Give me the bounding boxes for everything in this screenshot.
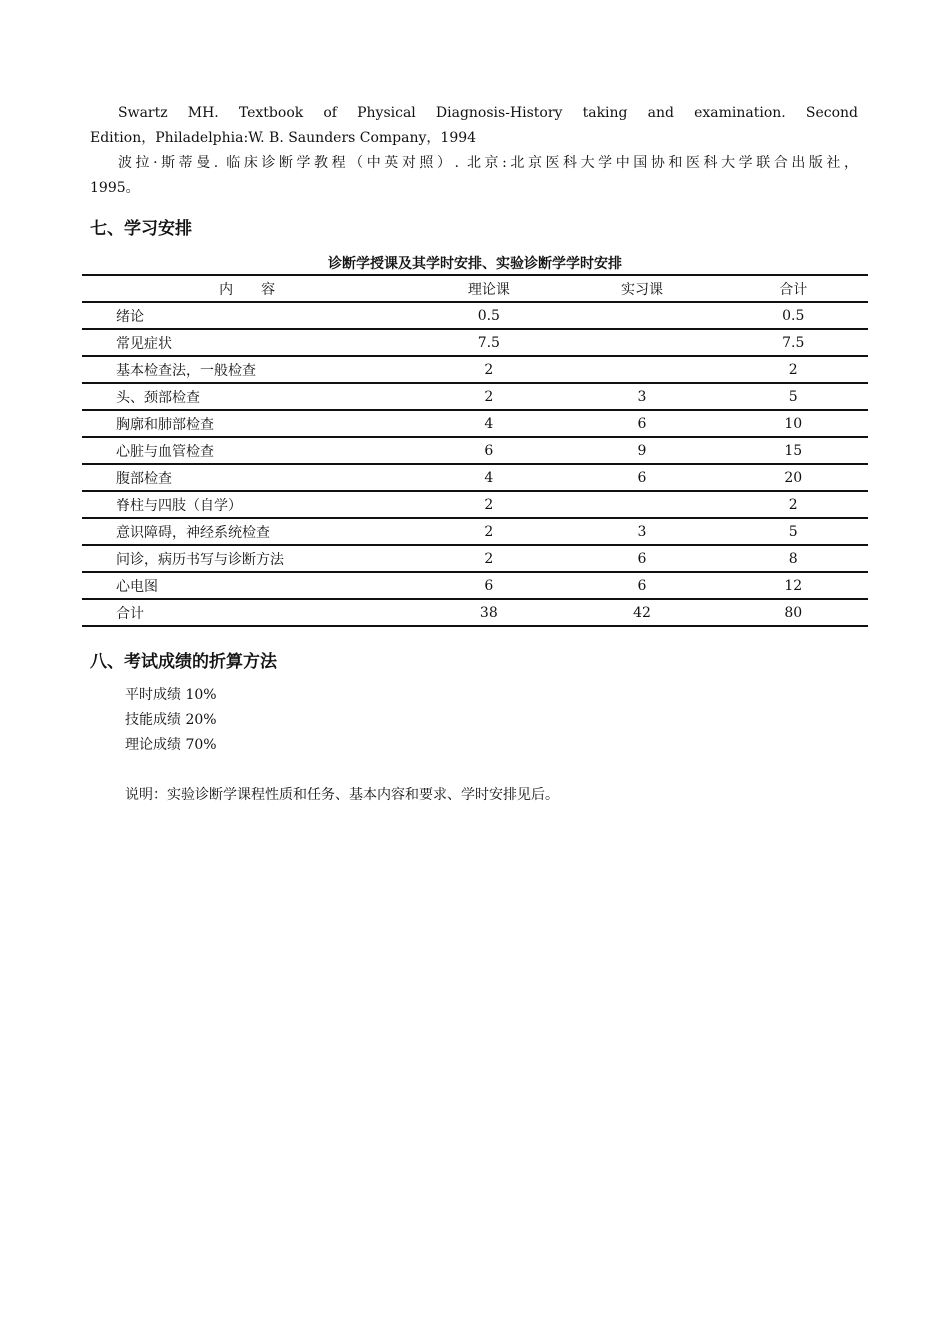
cell-content: 合计	[82, 599, 412, 626]
cell-total: 10	[719, 410, 868, 437]
cell-theory: 2	[412, 545, 565, 572]
grade-item-regular: 平时成绩 10%	[125, 687, 217, 703]
table-row	[82, 410, 868, 437]
table-row	[82, 491, 868, 518]
cell-total: 80	[719, 599, 868, 626]
table-row	[82, 356, 868, 383]
header-practice: 实习课	[565, 275, 718, 302]
reference-english	[90, 101, 858, 151]
cell-practice: 6	[565, 464, 718, 491]
cell-practice	[565, 491, 718, 518]
cell-theory: 4	[412, 464, 565, 491]
cell-content: 基本检查法，一般检查	[82, 356, 412, 383]
table-title: 诊断学授课及其学时安排、实验诊断学学时安排	[328, 256, 622, 272]
cell-content: 常见症状	[82, 329, 412, 356]
reference-english-line2: Edition，Philadelphia:W. B. Saunders Company，1994	[90, 130, 477, 146]
header-total: 合计	[719, 275, 868, 302]
grade-item-theory: 理论成绩 70%	[125, 737, 217, 753]
cell-content: 心电图	[82, 572, 412, 599]
table-row	[82, 302, 868, 329]
table-row	[82, 599, 868, 626]
table-row	[82, 572, 868, 599]
cell-content: 绪论	[82, 302, 412, 329]
section-8-heading: 八、考试成绩的折算方法	[90, 652, 277, 672]
cell-theory: 2	[412, 491, 565, 518]
note-text: 说明：实验诊断学课程性质和任务、基本内容和要求、学时安排见后。	[125, 787, 559, 803]
cell-practice: 42	[565, 599, 718, 626]
cell-content: 心脏与血管检查	[82, 437, 412, 464]
cell-practice: 9	[565, 437, 718, 464]
table-header-row	[82, 275, 868, 302]
cell-theory: 2	[412, 383, 565, 410]
cell-theory: 7.5	[412, 329, 565, 356]
cell-total: 8	[719, 545, 868, 572]
cell-practice	[565, 329, 718, 356]
cell-total: 20	[719, 464, 868, 491]
cell-theory: 6	[412, 437, 565, 464]
section-7-heading: 七、学习安排	[90, 219, 192, 239]
table-row	[82, 329, 868, 356]
cell-practice: 6	[565, 545, 718, 572]
cell-theory: 4	[412, 410, 565, 437]
grade-item-skill: 技能成绩 20%	[125, 712, 217, 728]
table-row	[82, 518, 868, 545]
cell-practice	[565, 302, 718, 329]
cell-total: 15	[719, 437, 868, 464]
cell-theory: 2	[412, 518, 565, 545]
cell-theory: 2	[412, 356, 565, 383]
cell-theory: 0.5	[412, 302, 565, 329]
cell-practice: 3	[565, 518, 718, 545]
cell-total: 5	[719, 383, 868, 410]
cell-practice	[565, 356, 718, 383]
cell-total: 0.5	[719, 302, 868, 329]
cell-content: 头、颈部检查	[82, 383, 412, 410]
cell-practice: 6	[565, 410, 718, 437]
cell-total: 12	[719, 572, 868, 599]
header-content: 内 容	[82, 275, 412, 302]
cell-total: 7.5	[719, 329, 868, 356]
cell-theory: 38	[412, 599, 565, 626]
cell-content: 问诊，病历书写与诊断方法	[82, 545, 412, 572]
reference-chinese-line1: 波拉·斯蒂曼. 临床诊断学教程（中英对照）. 北京:北京医科大学中国协和医科大学联合出版社，	[118, 155, 858, 171]
cell-content: 胸廓和肺部检查	[82, 410, 412, 437]
table-row	[82, 545, 868, 572]
grade-list	[125, 683, 217, 758]
table-row	[82, 464, 868, 491]
cell-practice: 6	[565, 572, 718, 599]
cell-theory: 6	[412, 572, 565, 599]
schedule-table	[82, 274, 868, 627]
cell-practice: 3	[565, 383, 718, 410]
reference-english-line1: Swartz MH. Textbook of Physical Diagnosis-History taking and examination. Second	[118, 105, 858, 121]
header-theory: 理论课	[412, 275, 565, 302]
cell-total: 2	[719, 356, 868, 383]
table-row	[82, 437, 868, 464]
cell-total: 5	[719, 518, 868, 545]
cell-content: 腹部检查	[82, 464, 412, 491]
reference-chinese-line2: 1995。	[90, 180, 140, 196]
cell-content: 脊柱与四肢（自学）	[82, 491, 412, 518]
table-row	[82, 383, 868, 410]
cell-total: 2	[719, 491, 868, 518]
reference-chinese	[90, 151, 858, 201]
cell-content: 意识障碍，神经系统检查	[82, 518, 412, 545]
